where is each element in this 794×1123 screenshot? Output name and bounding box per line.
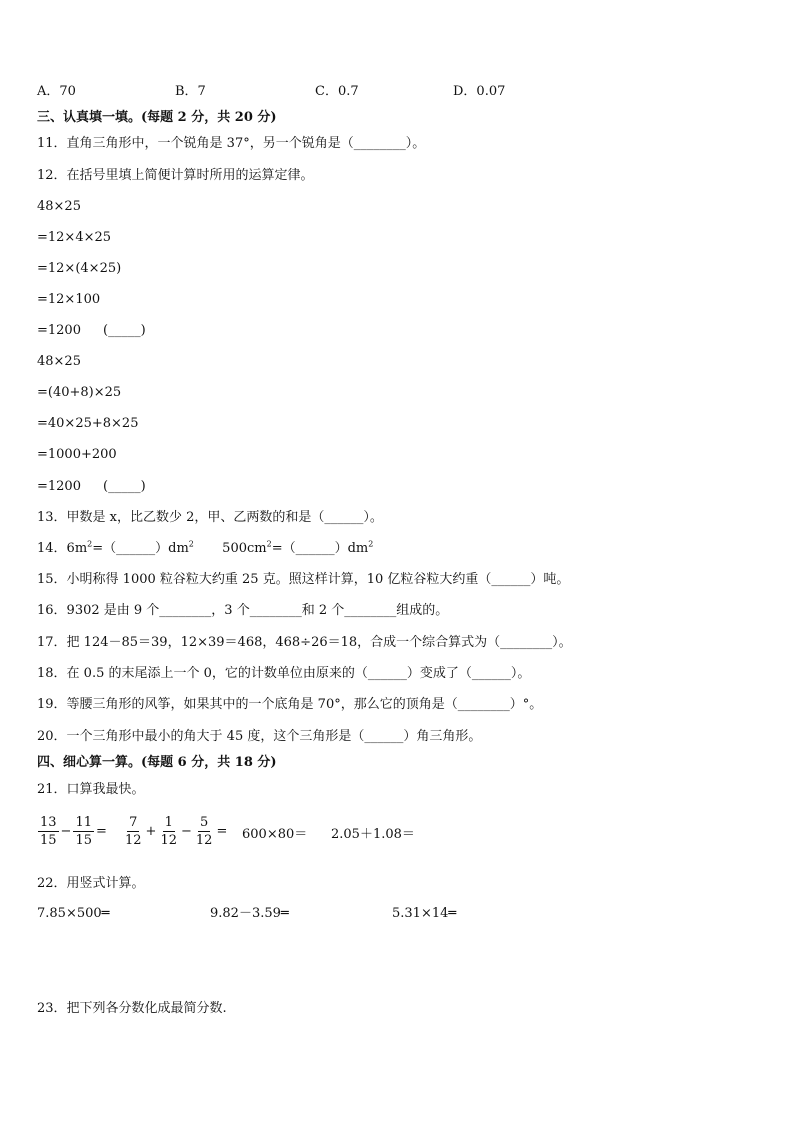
plus-sign: + <box>145 824 157 839</box>
section-3-header: 三、认真填一填。(每题 2 分，共 20 分) <box>37 110 277 125</box>
fraction-11-15: $\frac{11}{15}$ <box>75 815 92 848</box>
calc2-law-blank: (_____) <box>103 479 146 494</box>
q14-part-2: =（______）dm <box>92 541 189 556</box>
option-a: A．70 <box>37 84 76 99</box>
option-b: B．7 <box>175 84 206 99</box>
q14-exp-1: 2 <box>87 539 93 549</box>
minus-sign: − <box>60 824 72 839</box>
q14-part-3: 500cm <box>222 541 267 556</box>
question-23: 23．把下列各分数化成最简分数. <box>37 1001 227 1016</box>
question-11: 11．直角三角形中，一个锐角是 37°，另一个锐角是（________）。 <box>37 136 426 151</box>
question-17: 17．把 124－85＝39，12×39＝468，468÷26＝18，合成一个综合算式为（________）。 <box>37 635 572 650</box>
question-16: 16．9302 是由 9 个________，3 个________和 2 个________组成的。 <box>37 603 449 618</box>
calc1-line-4: =12×100 <box>37 292 101 307</box>
q14-exp-3: 2 <box>266 539 272 549</box>
question-22-prompt: 22．用竖式计算。 <box>37 876 145 891</box>
calc1-line-1: 48×25 <box>37 199 81 214</box>
option-c: C．0.7 <box>315 84 359 99</box>
question-15: 15．小明称得 1000 粒谷粒大约重 25 克。照这样计算，10 亿粒谷粒大约重（______）吨。 <box>37 572 570 587</box>
q22-expression-2: 9.82－3.59═ <box>210 906 289 921</box>
q14-exp-4: 2 <box>368 539 374 549</box>
fraction-7-12: $\frac{7}{12}$ <box>125 815 142 848</box>
calc1-line-2: =12×4×25 <box>37 230 112 245</box>
question-20: 20．一个三角形中最小的角大于 45 度，这个三角形是（______）角三角形。 <box>37 729 482 744</box>
equals-sign: = <box>216 824 228 839</box>
question-12-prompt: 12．在括号里填上简便计算时所用的运算定律。 <box>37 168 314 183</box>
fraction-13-15: $\frac{13}{15}$ <box>40 815 57 848</box>
calc2-line-4: =1000+200 <box>37 447 117 462</box>
fraction-5-12: $\frac{5}{12}$ <box>195 815 213 848</box>
calc2-line-2: =(40+8)×25 <box>37 385 122 400</box>
calc1-line-3: =12×(4×25) <box>37 261 122 276</box>
calc2-line-1: 48×25 <box>37 354 81 369</box>
q22-expression-3: 5.31×14═ <box>392 906 457 921</box>
calc2-line-3: =40×25+8×25 <box>37 416 139 431</box>
question-13: 13．甲数是 x，比乙数少 2，甲、乙两数的和是（______）。 <box>37 510 383 525</box>
minus-sign: − <box>181 824 192 839</box>
q14-exp-2: 2 <box>188 539 194 549</box>
q14-part-4: =（______）dm <box>271 541 369 556</box>
question-18: 18．在 0.5 的末尾添上一个 0，它的计数单位由原来的（______）变成了（______）。 <box>37 666 531 681</box>
question-19: 19．等腰三角形的风筝，如果其中的一个底角是 70°，那么它的顶角是（________）°。 <box>37 697 543 712</box>
q14-part-1: 6m <box>66 541 88 556</box>
q21-expression-4: 2.05＋1.08＝ <box>331 827 415 842</box>
q21-expression-2 <box>122 814 228 849</box>
equals-sign: = <box>96 824 107 839</box>
q14-number: 14． <box>37 541 67 556</box>
q21-expression-1 <box>37 814 108 849</box>
fraction-1-12: $\frac{1}{12}$ <box>160 815 177 848</box>
calc2-line-5: =1200 <box>37 479 81 494</box>
calc1-law-blank: (_____) <box>103 323 146 338</box>
question-21-prompt: 21．口算我最快。 <box>37 782 145 797</box>
section-4-header: 四、细心算一算。(每题 6 分，共 18 分) <box>37 755 277 770</box>
question-14 <box>37 541 373 557</box>
option-d: D．0.07 <box>453 84 506 99</box>
calc1-line-5: =1200 <box>37 323 81 338</box>
q21-expression-3: 600×80＝ <box>242 827 308 842</box>
q22-expression-1: 7.85×500═ <box>37 906 110 921</box>
